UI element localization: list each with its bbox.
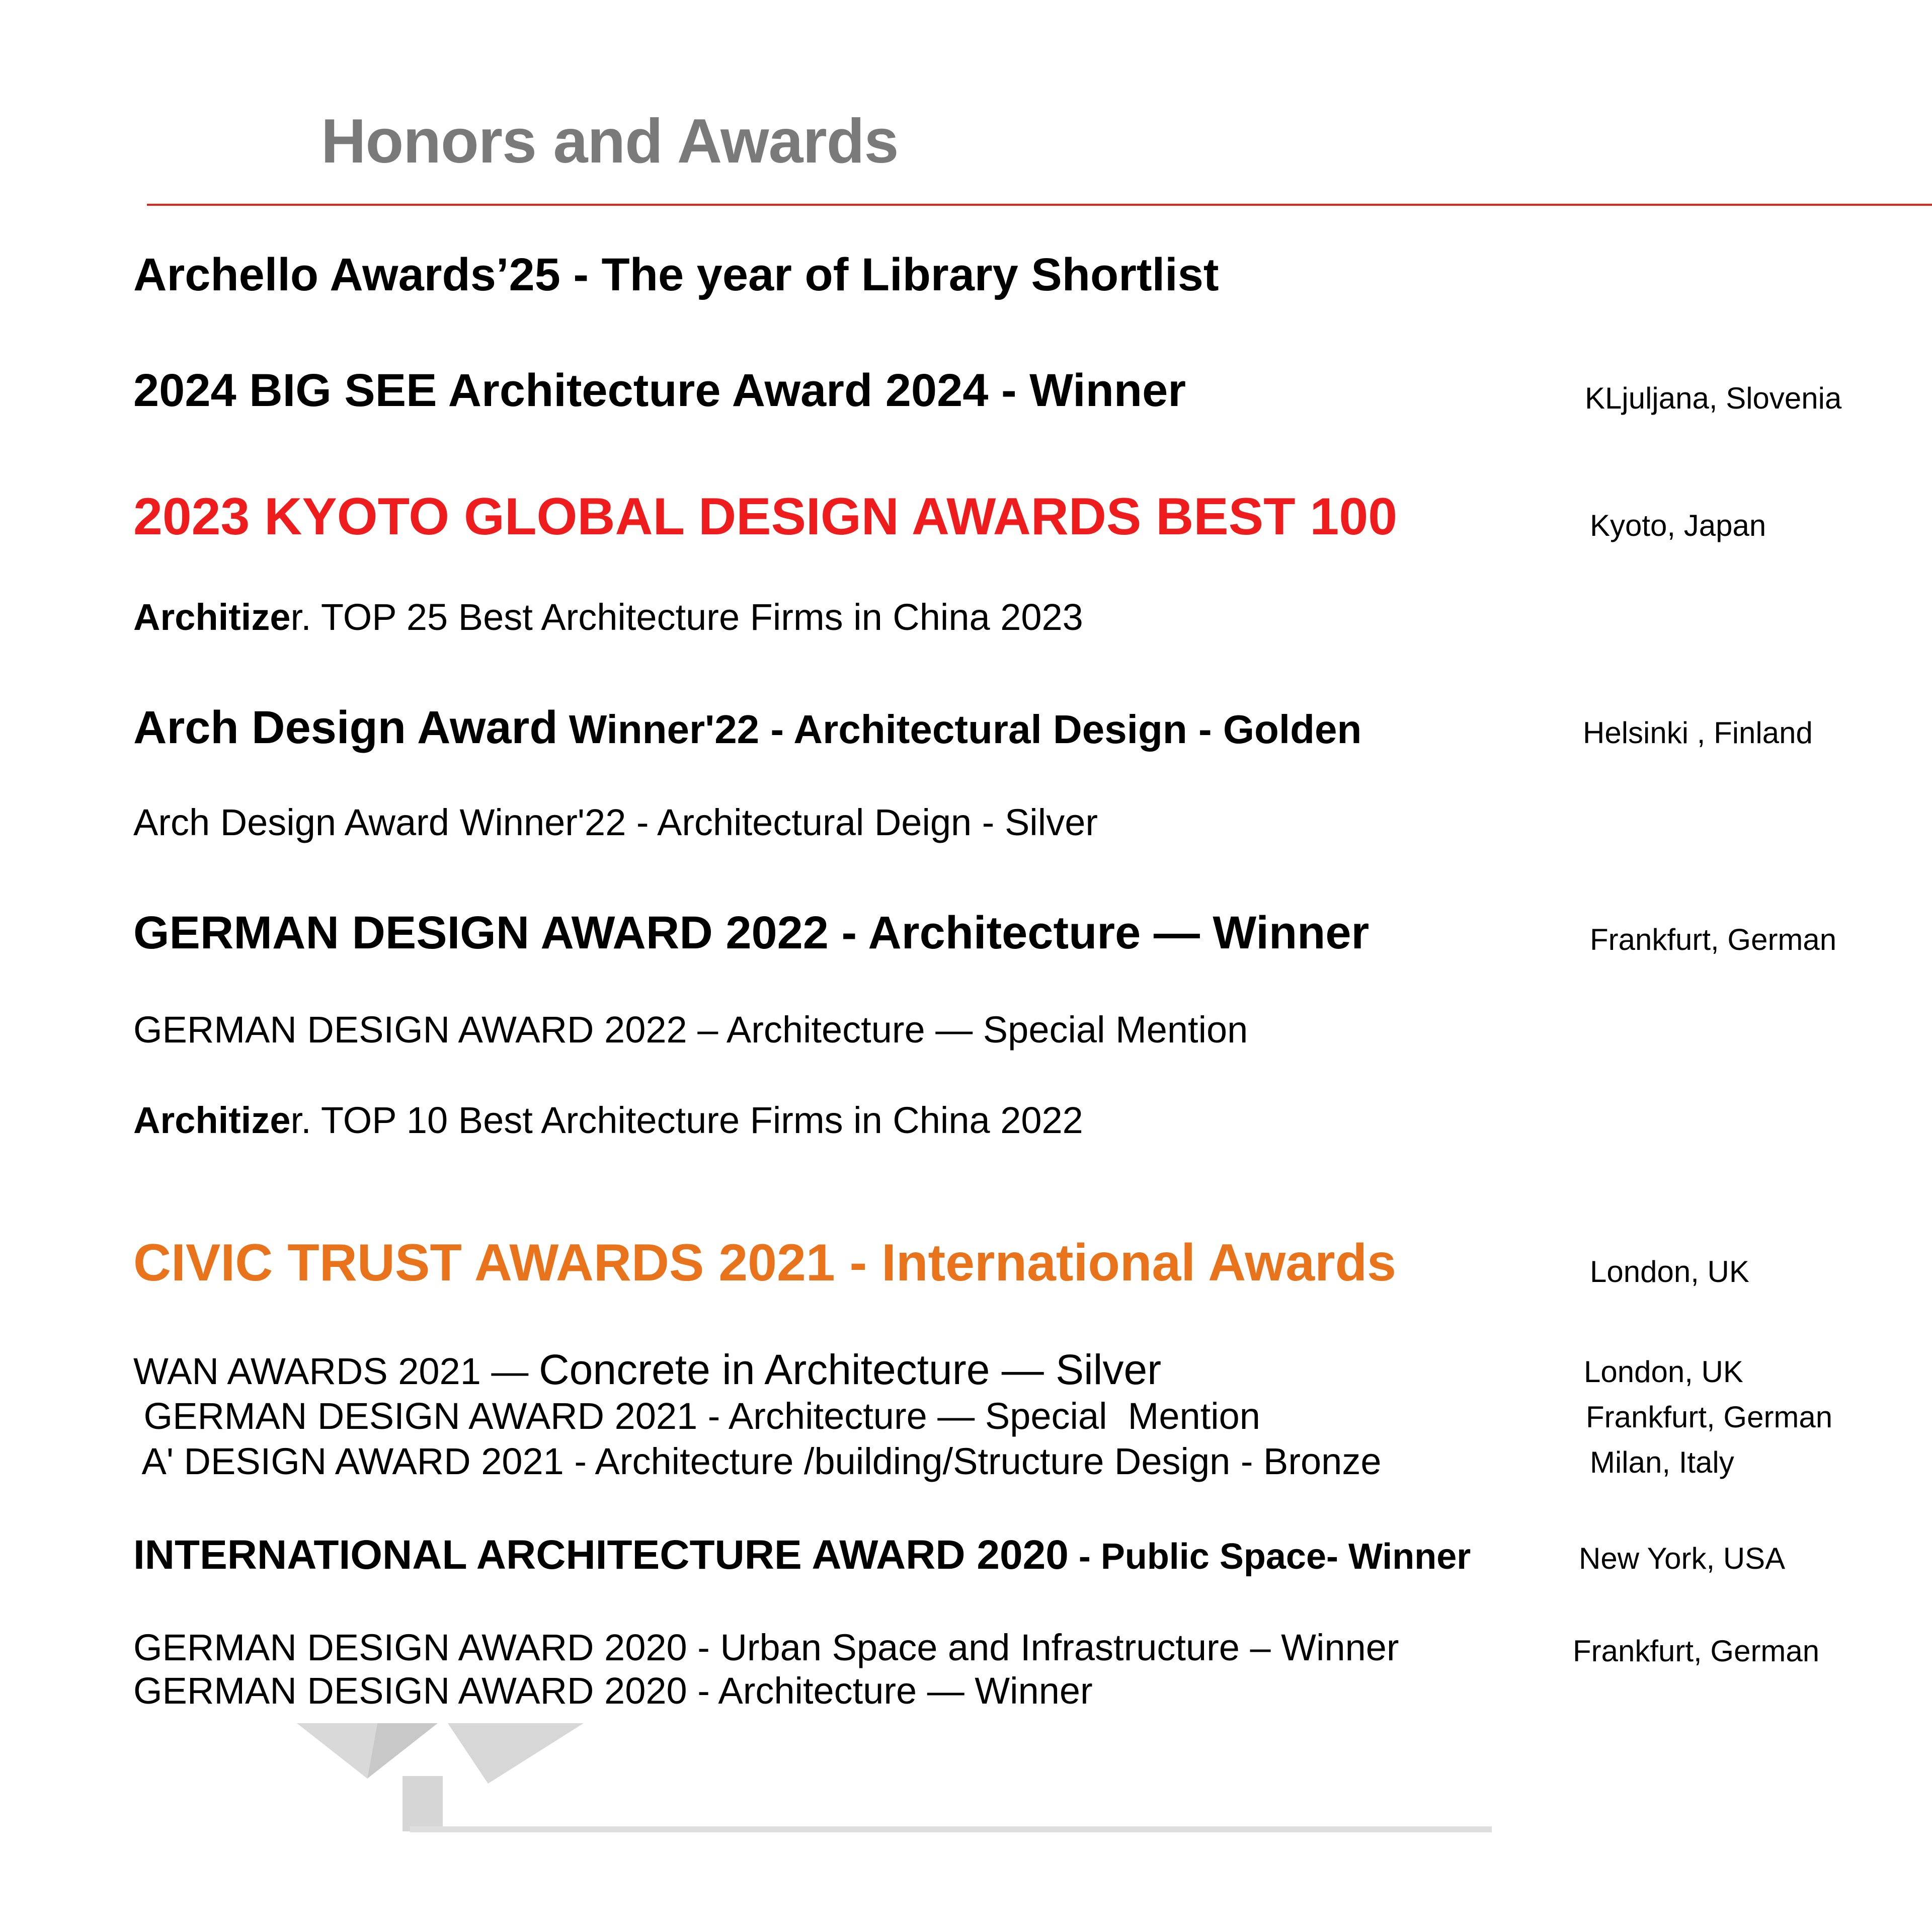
award-german-2022-winner: GERMAN DESIGN AWARD 2022 - Architecture — Winner <box>133 907 1370 958</box>
location-iaa: New York, USA <box>1579 1542 1786 1575</box>
location-german-2020: Frankfurt, German <box>1573 1634 1820 1668</box>
arch-design-golden-name: Arch Design Award <box>133 702 558 753</box>
architizer-2022-brand: Architize <box>133 1099 291 1141</box>
award-wan <box>133 1348 1161 1391</box>
location-kyoto: Kyoto, Japan <box>1590 509 1766 542</box>
award-german-2021: GERMAN DESIGN AWARD 2021 - Architecture — Special Mention <box>133 1395 1260 1437</box>
award-archello: Archello Awards’25 - The year of Library Shortlist <box>133 249 1219 300</box>
award-a-design-2021: A' DESIGN AWARD 2021 - Architecture /building/Structure Design - Bronze <box>133 1440 1382 1482</box>
location-civic-trust: London, UK <box>1590 1255 1749 1289</box>
location-german-2021: Frankfurt, German <box>1586 1400 1833 1434</box>
firm-logo-icon <box>297 1721 1696 1841</box>
wan-detail: Concrete in Architecture — Silver <box>538 1346 1162 1393</box>
award-bigsee: 2024 BIG SEE Architecture Award 2024 - Winner <box>133 365 1186 416</box>
location-german-2022: Frankfurt, German <box>1590 923 1837 956</box>
award-arch-design-silver: Arch Design Award Winner'22 - Architectural Deign - Silver <box>133 801 1098 843</box>
award-civic-trust: CIVIC TRUST AWARDS 2021 - International Awards <box>133 1234 1396 1292</box>
title-rule <box>147 204 1932 206</box>
location-a-design: Milan, Italy <box>1590 1445 1734 1479</box>
award-architizer-2023 <box>133 596 1083 638</box>
location-arch-design: Helsinki , Finland <box>1583 716 1813 750</box>
page-title: Honors and Awards <box>321 107 899 176</box>
iaa-name: INTERNATIONAL ARCHITECTURE AWARD 2020 <box>133 1532 1069 1578</box>
arch-design-golden-detail: Winner'22 - Architectural Design - Golden <box>557 707 1362 752</box>
wan-name: WAN AWARDS 2021 — <box>133 1350 539 1392</box>
award-architizer-2022 <box>133 1099 1083 1141</box>
award-german-2020-urban: GERMAN DESIGN AWARD 2020 - Urban Space and Infrastructure – Winner <box>133 1627 1399 1668</box>
architizer-2022-text: r. TOP 10 Best Architecture Firms in China 2022 <box>290 1099 1083 1141</box>
award-arch-design-golden <box>133 704 1361 751</box>
award-kyoto: 2023 KYOTO GLOBAL DESIGN AWARDS BEST 100 <box>133 488 1398 546</box>
location-bigsee: KLjuljana, Slovenia <box>1585 381 1842 415</box>
architizer-2023-brand: Architize <box>133 596 291 638</box>
location-wan: London, UK <box>1584 1355 1743 1389</box>
award-german-2020-architecture: GERMAN DESIGN AWARD 2020 - Architecture — Winner <box>133 1670 1093 1712</box>
award-german-2022-special: GERMAN DESIGN AWARD 2022 – Architecture — Special Mention <box>133 1009 1248 1051</box>
award-international-architecture <box>133 1532 1471 1578</box>
architizer-2023-text: r. TOP 25 Best Architecture Firms in China 2023 <box>290 596 1083 638</box>
iaa-detail: - Public Space- Winner <box>1068 1537 1471 1577</box>
